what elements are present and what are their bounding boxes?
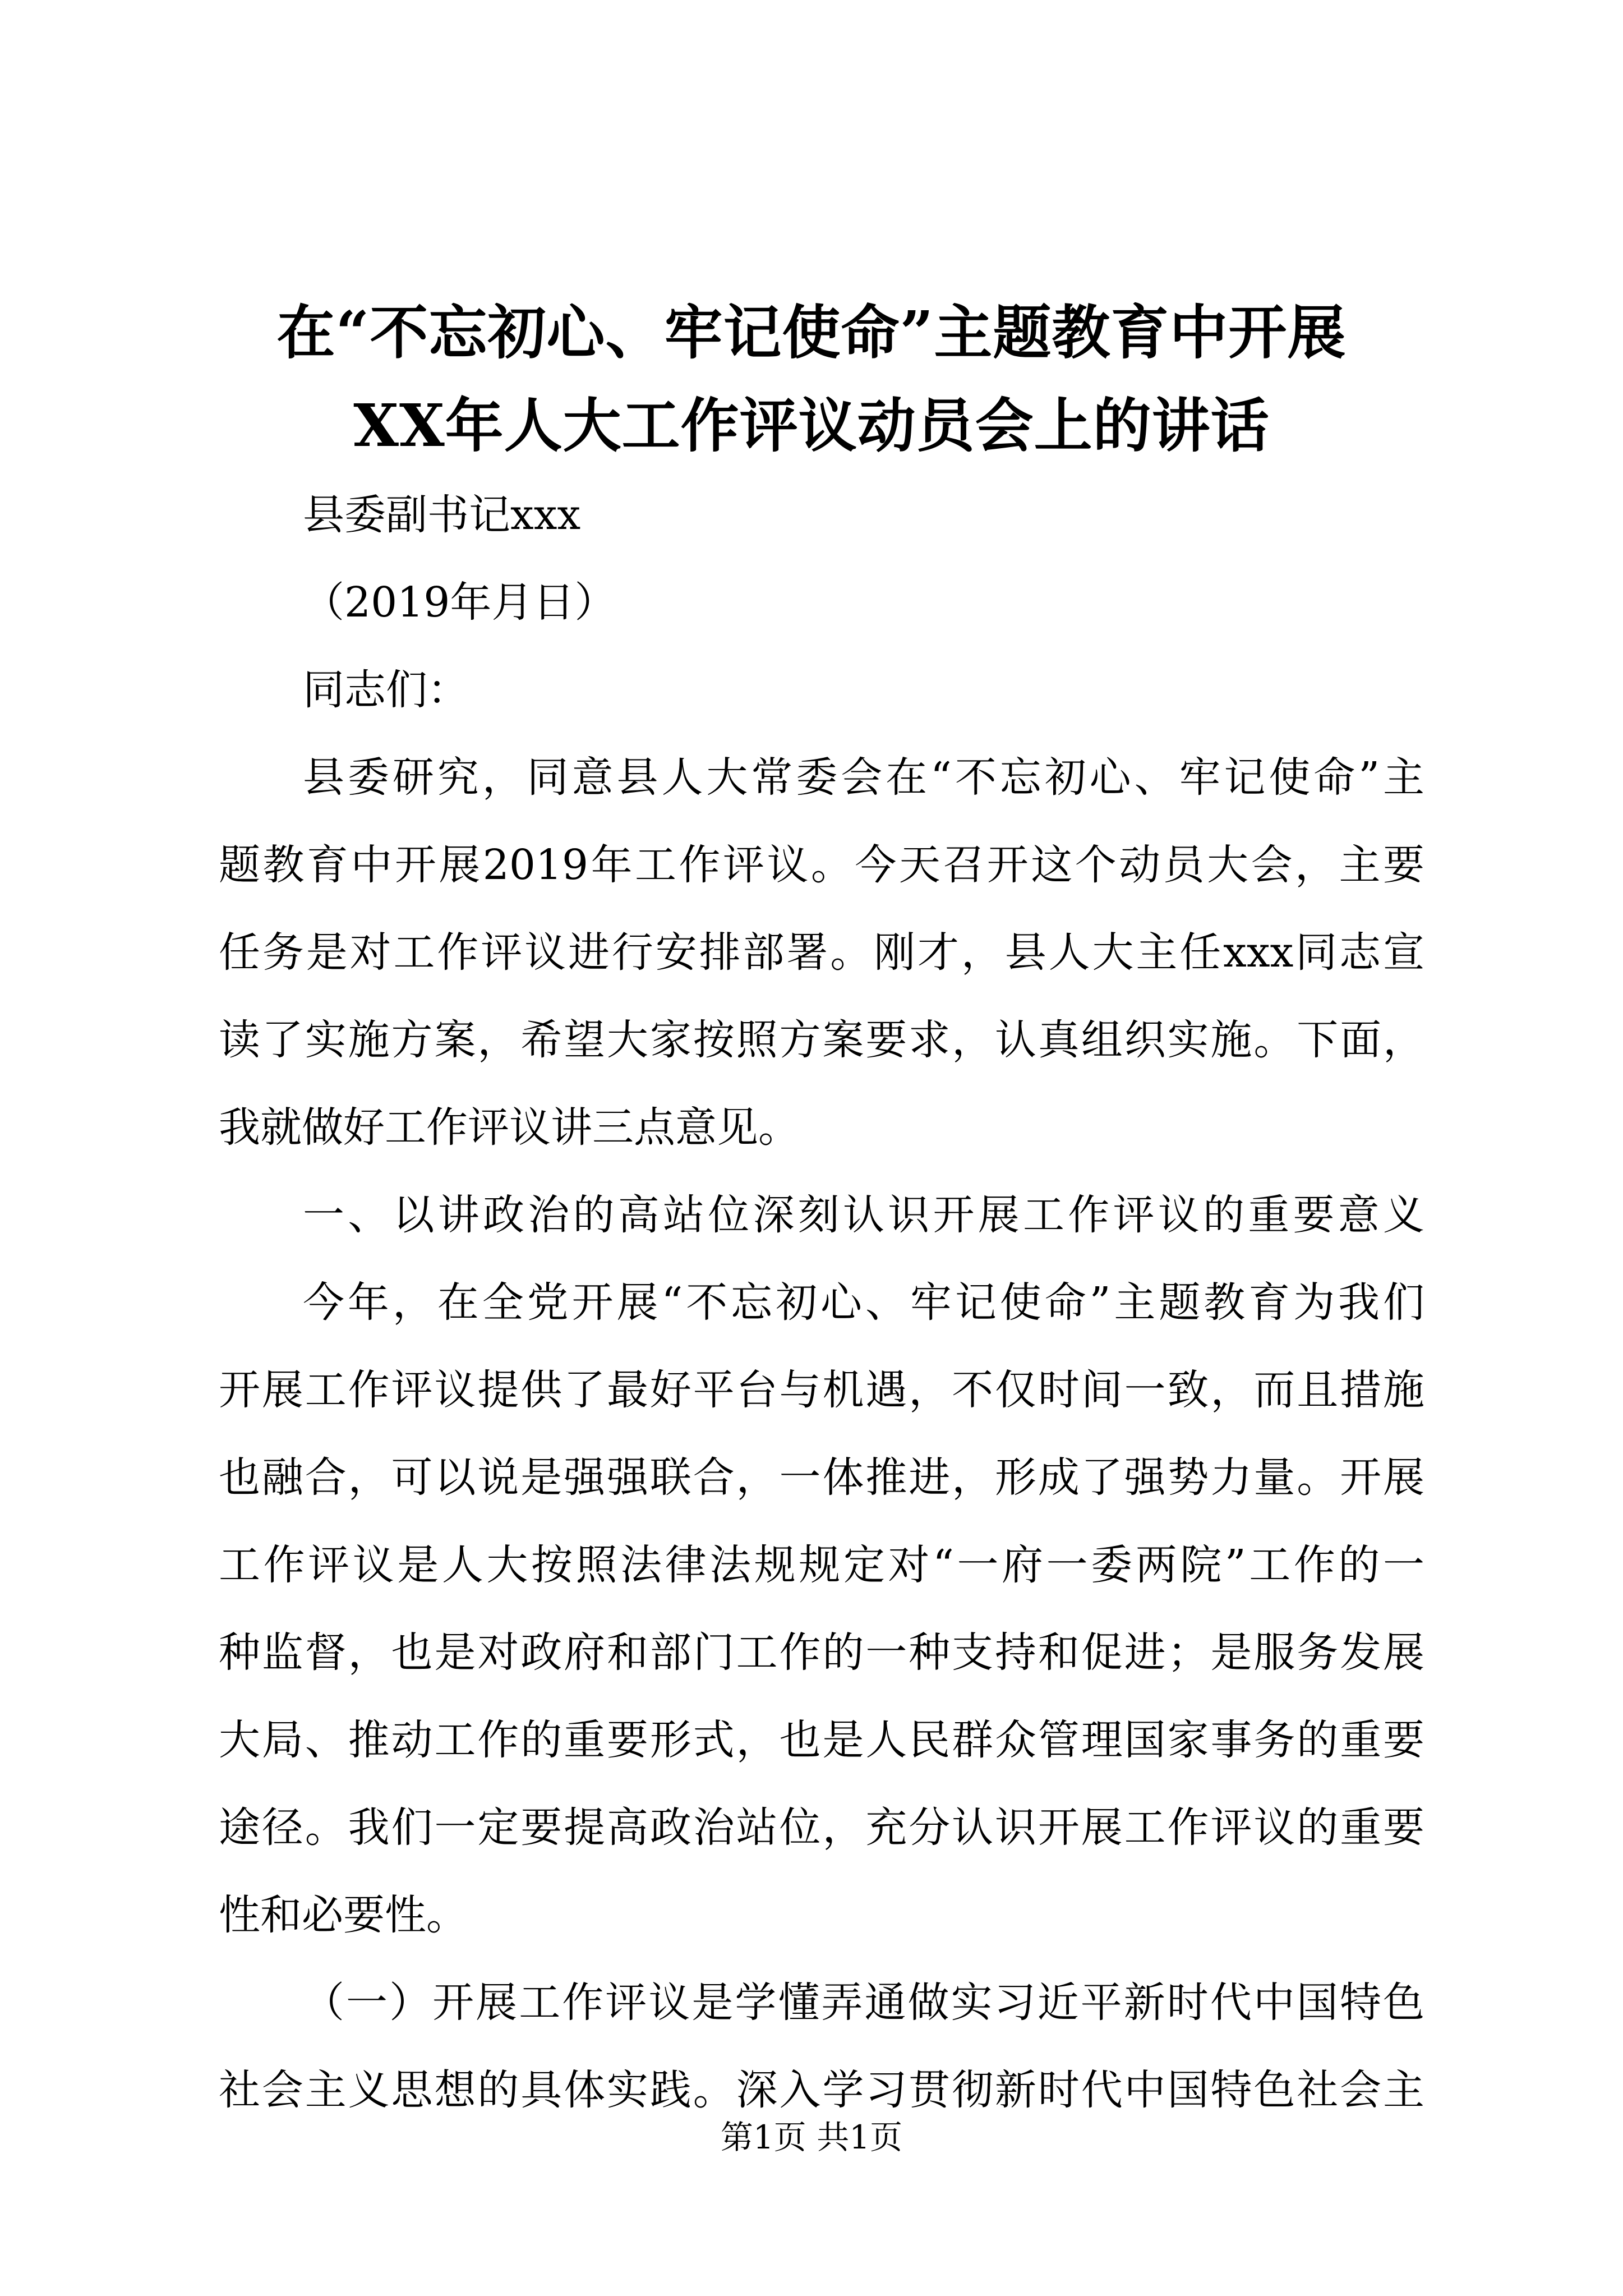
document-body <box>219 471 1424 2134</box>
paragraph-line: 读了实施方案，希望大家按照方案要求，认真组织实施。下面， <box>219 1016 1424 1064</box>
document-title <box>185 286 1438 472</box>
date-line: （2019年月日） <box>303 578 616 627</box>
paragraph-line: 县委研究，同意县人大常委会在“不忘初心、牢记使命”主 <box>303 753 1424 802</box>
title-line-1: 在“不忘初心、牢记使命”主题教育中开展 <box>276 298 1347 367</box>
paragraph-line: 种监督，也是对政府和部门工作的一种支持和促进；是服务发展 <box>219 1628 1424 1677</box>
paragraph-line: 任务是对工作评议进行安排部署。刚才，县人大主任xxx同志宣 <box>219 928 1424 977</box>
author-line: 县委副书记xxx <box>303 491 581 539</box>
paragraph-line: 也融合，可以说是强强联合，一体推进，形成了强势力量。开展 <box>219 1453 1424 1502</box>
paragraph-line: 大局、推动工作的重要形式，也是人民群众管理国家事务的重要 <box>219 1716 1424 1764</box>
salutation-line: 同志们： <box>303 666 469 714</box>
paragraph-line: 性和必要性。 <box>219 1891 468 1939</box>
paragraph-line: 工作评议是人大按照法律法规规定对“一府一委两院”工作的一 <box>219 1541 1424 1589</box>
paragraph-line: 开展工作评议提供了最好平台与机遇，不仅时间一致，而且措施 <box>219 1366 1424 1414</box>
paragraph-line: 我就做好工作评议讲三点意见。 <box>219 1103 800 1152</box>
paragraph-line: 今年，在全党开展“不忘初心、牢记使命”主题教育为我们 <box>303 1278 1424 1327</box>
page-footer: 第1页 共1页 <box>720 2118 903 2156</box>
title-line-2: XX年人大工作评议动员会上的讲话 <box>353 391 1270 460</box>
section-heading: 一、以讲政治的高站位深刻认识开展工作评议的重要意义 <box>303 1191 1424 1239</box>
paragraph-line: 社会主义思想的具体实践。深入学习贯彻新时代中国特色社会主 <box>219 2066 1424 2114</box>
subsection-line: （一）开展工作评议是学懂弄通做实习近平新时代中国特色 <box>303 1978 1424 2027</box>
paragraph-line: 途径。我们一定要提高政治站位，充分认识开展工作评议的重要 <box>219 1803 1424 1852</box>
paragraph-line: 题教育中开展2019年工作评议。今天召开这个动员大会，主要 <box>219 841 1424 889</box>
